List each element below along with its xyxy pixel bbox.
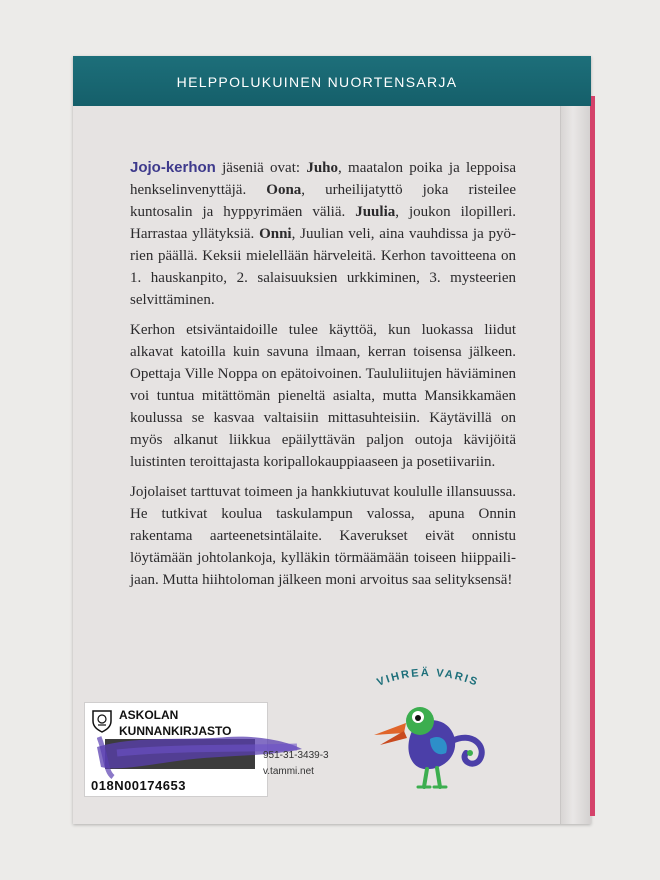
blurb-text-segment: , Juulian veli, aina vauhdissa ja pyörien päällä. Keksii mielellään härveleitä. Kerhon tavoitteena on 1. hauskanpito, 2. salaisuuksien urkkiminen, 3. mysteerien selvittäminen. [130, 226, 517, 308]
library-name-line-2: KUNNANKIRJASTO [119, 724, 232, 738]
blurb-text-segment: , urheilijatyttö joka risteilee kuntosalin ja hyppyrimäen väliä. [130, 182, 516, 220]
member-name-juulia: Juulia [355, 204, 396, 220]
series-band [73, 56, 591, 106]
publisher-url-fragment: v.tammi.net [263, 766, 314, 777]
crow-illustration-icon [352, 661, 502, 801]
blurb-paragraph-3: Jojolaiset tarttuvat toimeen ja hankkiutuvat koululle illansuussa. He tutkivat koulua taskulampun valossa, apuna Onnin rakentama aarteenetsintälaite. Kaverukset eivät onnistu löytämään johtolankoja, kylläkin törmäämään toiseen hiippailijaan. Mutta hiihtoloman jälkeen moni arvoitus saa selityksensä! [130, 484, 516, 588]
member-name-juho: Juho [306, 160, 339, 176]
blurb-paragraph-1 [130, 157, 516, 311]
series-title: HELPPOLUKUINEN NUORTENSARJA [176, 74, 458, 90]
barcode-number: 018N00174653 [91, 778, 186, 793]
blurb-text [130, 157, 516, 599]
library-name-line-1: ASKOLAN [119, 708, 179, 722]
book-back-cover [73, 56, 591, 824]
spine-edge-stripe [590, 96, 595, 816]
blurb-text-segment: , maatalon poika ja leppoisa henkselinvenyttäjä. [130, 160, 516, 198]
library-label-sticker [84, 702, 268, 797]
blurb-text-segment: jäseniä ovat: [215, 160, 307, 176]
svg-text:VIHREÄ VARIS [375, 666, 480, 689]
member-name-oona: Oona [266, 182, 302, 198]
member-name-onni: Onni [259, 226, 292, 242]
book-spine [560, 56, 591, 824]
blurb-text-segment: , joukon ilopilleri. Harrastaa yllätyksiä. [130, 204, 516, 242]
logo-text: VIHREÄ VARIS [375, 666, 481, 689]
isbn-fragment: 951-31-3439-3 [263, 750, 329, 761]
blurb-paragraph-2: Kerhon etsiväntaidoille tulee käyttöä, kun luokassa liidut alkavat katoilla kuin savuna ilmaan, kerran toisensa jälkeen. Opettaja Ville Noppa on epätoivoinen. Taululiitujen häviäminen voi tuntua mitättömän pieneltä asialta, mutta Mansikkamäen koulussa se kasvaa valtaisiin mittasuhteisiin. Käytävillä on myös alkanut liikkua epäilyttävän paljon outoja kävijöitä luistinten teroittajasta koripallokauppiaaseen ja posetiivariin. [130, 322, 516, 470]
vihrea-varis-logo [352, 661, 502, 801]
club-name: Jojo-kerhon [130, 159, 216, 176]
